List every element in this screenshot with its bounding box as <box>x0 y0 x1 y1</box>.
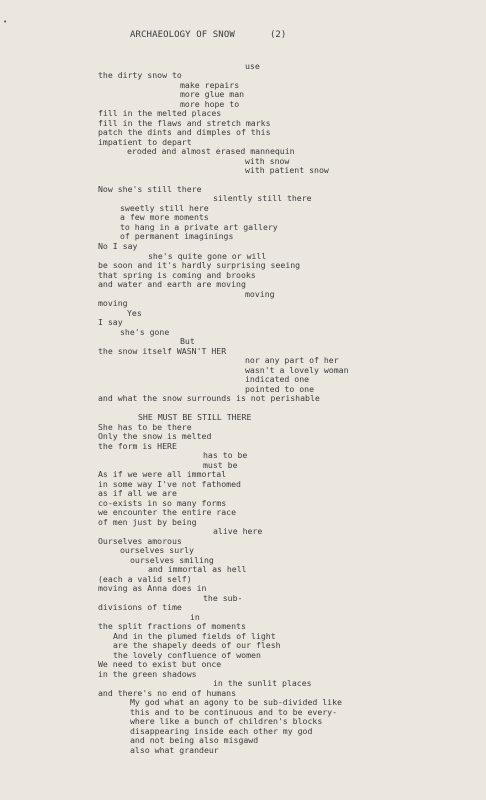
poem-line: moving <box>98 298 128 308</box>
poem-line: fill in the melted places <box>98 108 222 118</box>
poem-line: divisions of time <box>98 602 182 612</box>
poem-line: more glue man <box>180 89 245 99</box>
page-number: (2) <box>270 30 287 40</box>
poem-line: eroded and almost erased mannequin <box>127 146 295 156</box>
poem-line: in <box>190 612 200 622</box>
poem-line: As if we were all immortal <box>98 469 227 479</box>
poem-line: nor any part of her <box>245 355 339 365</box>
poem-line: and there's no end of humans <box>98 688 237 698</box>
poem-line: in the sunlit places <box>213 678 312 688</box>
poem-line: as if all we are <box>98 488 177 498</box>
poem-line: disappearing inside each other my god <box>130 726 313 736</box>
poem-line: with snow <box>245 156 290 166</box>
poem-line: the form is HERE <box>98 441 177 451</box>
poem-line: that spring is coming and brooks <box>98 270 256 280</box>
poem-line: silently still there <box>213 193 312 203</box>
poem-line: the split fractions of moments <box>98 621 246 631</box>
poem-line: where like a bunch of children's blocks <box>130 716 323 726</box>
poem-line: wasn't a lovely woman <box>245 365 349 375</box>
poem-line: We need to exist but once <box>98 659 222 669</box>
poem-line: in the green shadows <box>98 669 197 679</box>
poem-line: (each a valid self) <box>98 574 192 584</box>
poem-line: has to be <box>203 450 248 460</box>
poem-line: a few more moments <box>120 212 209 222</box>
poem-line: co-exists in so many forms <box>98 498 227 508</box>
poem-line: pointed to one <box>245 384 315 394</box>
poem-line: the sub- <box>203 593 243 603</box>
poem-line: be soon and it's hardly surprising seeing <box>98 260 301 270</box>
poem-line: But <box>180 336 195 346</box>
poem-line: are the shapely deeds of our flesh <box>113 640 281 650</box>
poem-line: No I say <box>98 241 138 251</box>
poem-line: patch the dints and dimples of this <box>98 127 271 137</box>
poem-line: in some way I've not fathomed <box>98 479 241 489</box>
poem-line: the dirty snow to <box>98 70 182 80</box>
poem-line: also what grandeur <box>130 745 219 755</box>
poem-line: ourselves smiling <box>130 555 214 565</box>
poem-line: Ourselves amorous <box>98 536 182 546</box>
poem-line: ourselves surly <box>120 545 194 555</box>
poem-line: She has to be there <box>98 422 192 432</box>
poem-line: impatient to depart <box>98 137 192 147</box>
poem-line: of men just by being <box>98 517 197 527</box>
poem-line: of permanent imaginings <box>120 231 234 241</box>
poem-line: and not being also misgawd <box>130 735 259 745</box>
poem-line: she's quite gone or will <box>148 251 267 261</box>
poem-line: Yes <box>127 308 142 318</box>
poem-line: use <box>245 61 260 71</box>
poem-line: the lovely confluence of women <box>113 650 261 660</box>
poem-line: this and to be continuous and to be every- <box>130 707 338 717</box>
poem-line: Now she's still there <box>98 184 202 194</box>
poem-line: sweetly still here <box>120 203 209 213</box>
poem-line: and what the snow surrounds is not perishable <box>98 393 320 403</box>
poem-line: My god what an agony to be sub-divided like <box>130 697 342 707</box>
poem-line: must be <box>203 460 238 470</box>
margin-mark: • <box>3 18 8 26</box>
poem-line: make repairs <box>180 80 240 90</box>
poem-line: Only the snow is melted <box>98 431 212 441</box>
poem-line: moving as Anna does in <box>98 583 207 593</box>
poem-line: And in the plumed fields of light <box>113 631 276 641</box>
poem-line: alive here <box>213 526 263 536</box>
page-title: ARCHAEOLOGY OF SNOW <box>130 30 235 40</box>
poem-line: I say <box>98 317 123 327</box>
poem-line: she's gone <box>120 327 170 337</box>
poem-line: SHE MUST BE STILL THERE <box>138 412 252 422</box>
poem-line: and immortal as hell <box>148 564 247 574</box>
poem-line: moving <box>245 289 275 299</box>
poem-line: to hang in a private art gallery <box>120 222 278 232</box>
poem-line: we encounter the entire race <box>98 507 237 517</box>
poem-line: with patient snow <box>245 165 329 175</box>
poem-line: and water and earth are moving <box>98 279 246 289</box>
poem-line: indicated one <box>245 374 310 384</box>
poem-line: fill in the flaws and stretch marks <box>98 118 271 128</box>
poem-line: more hope to <box>180 99 240 109</box>
poem-line: the snow itself WASN'T HER <box>98 346 227 356</box>
